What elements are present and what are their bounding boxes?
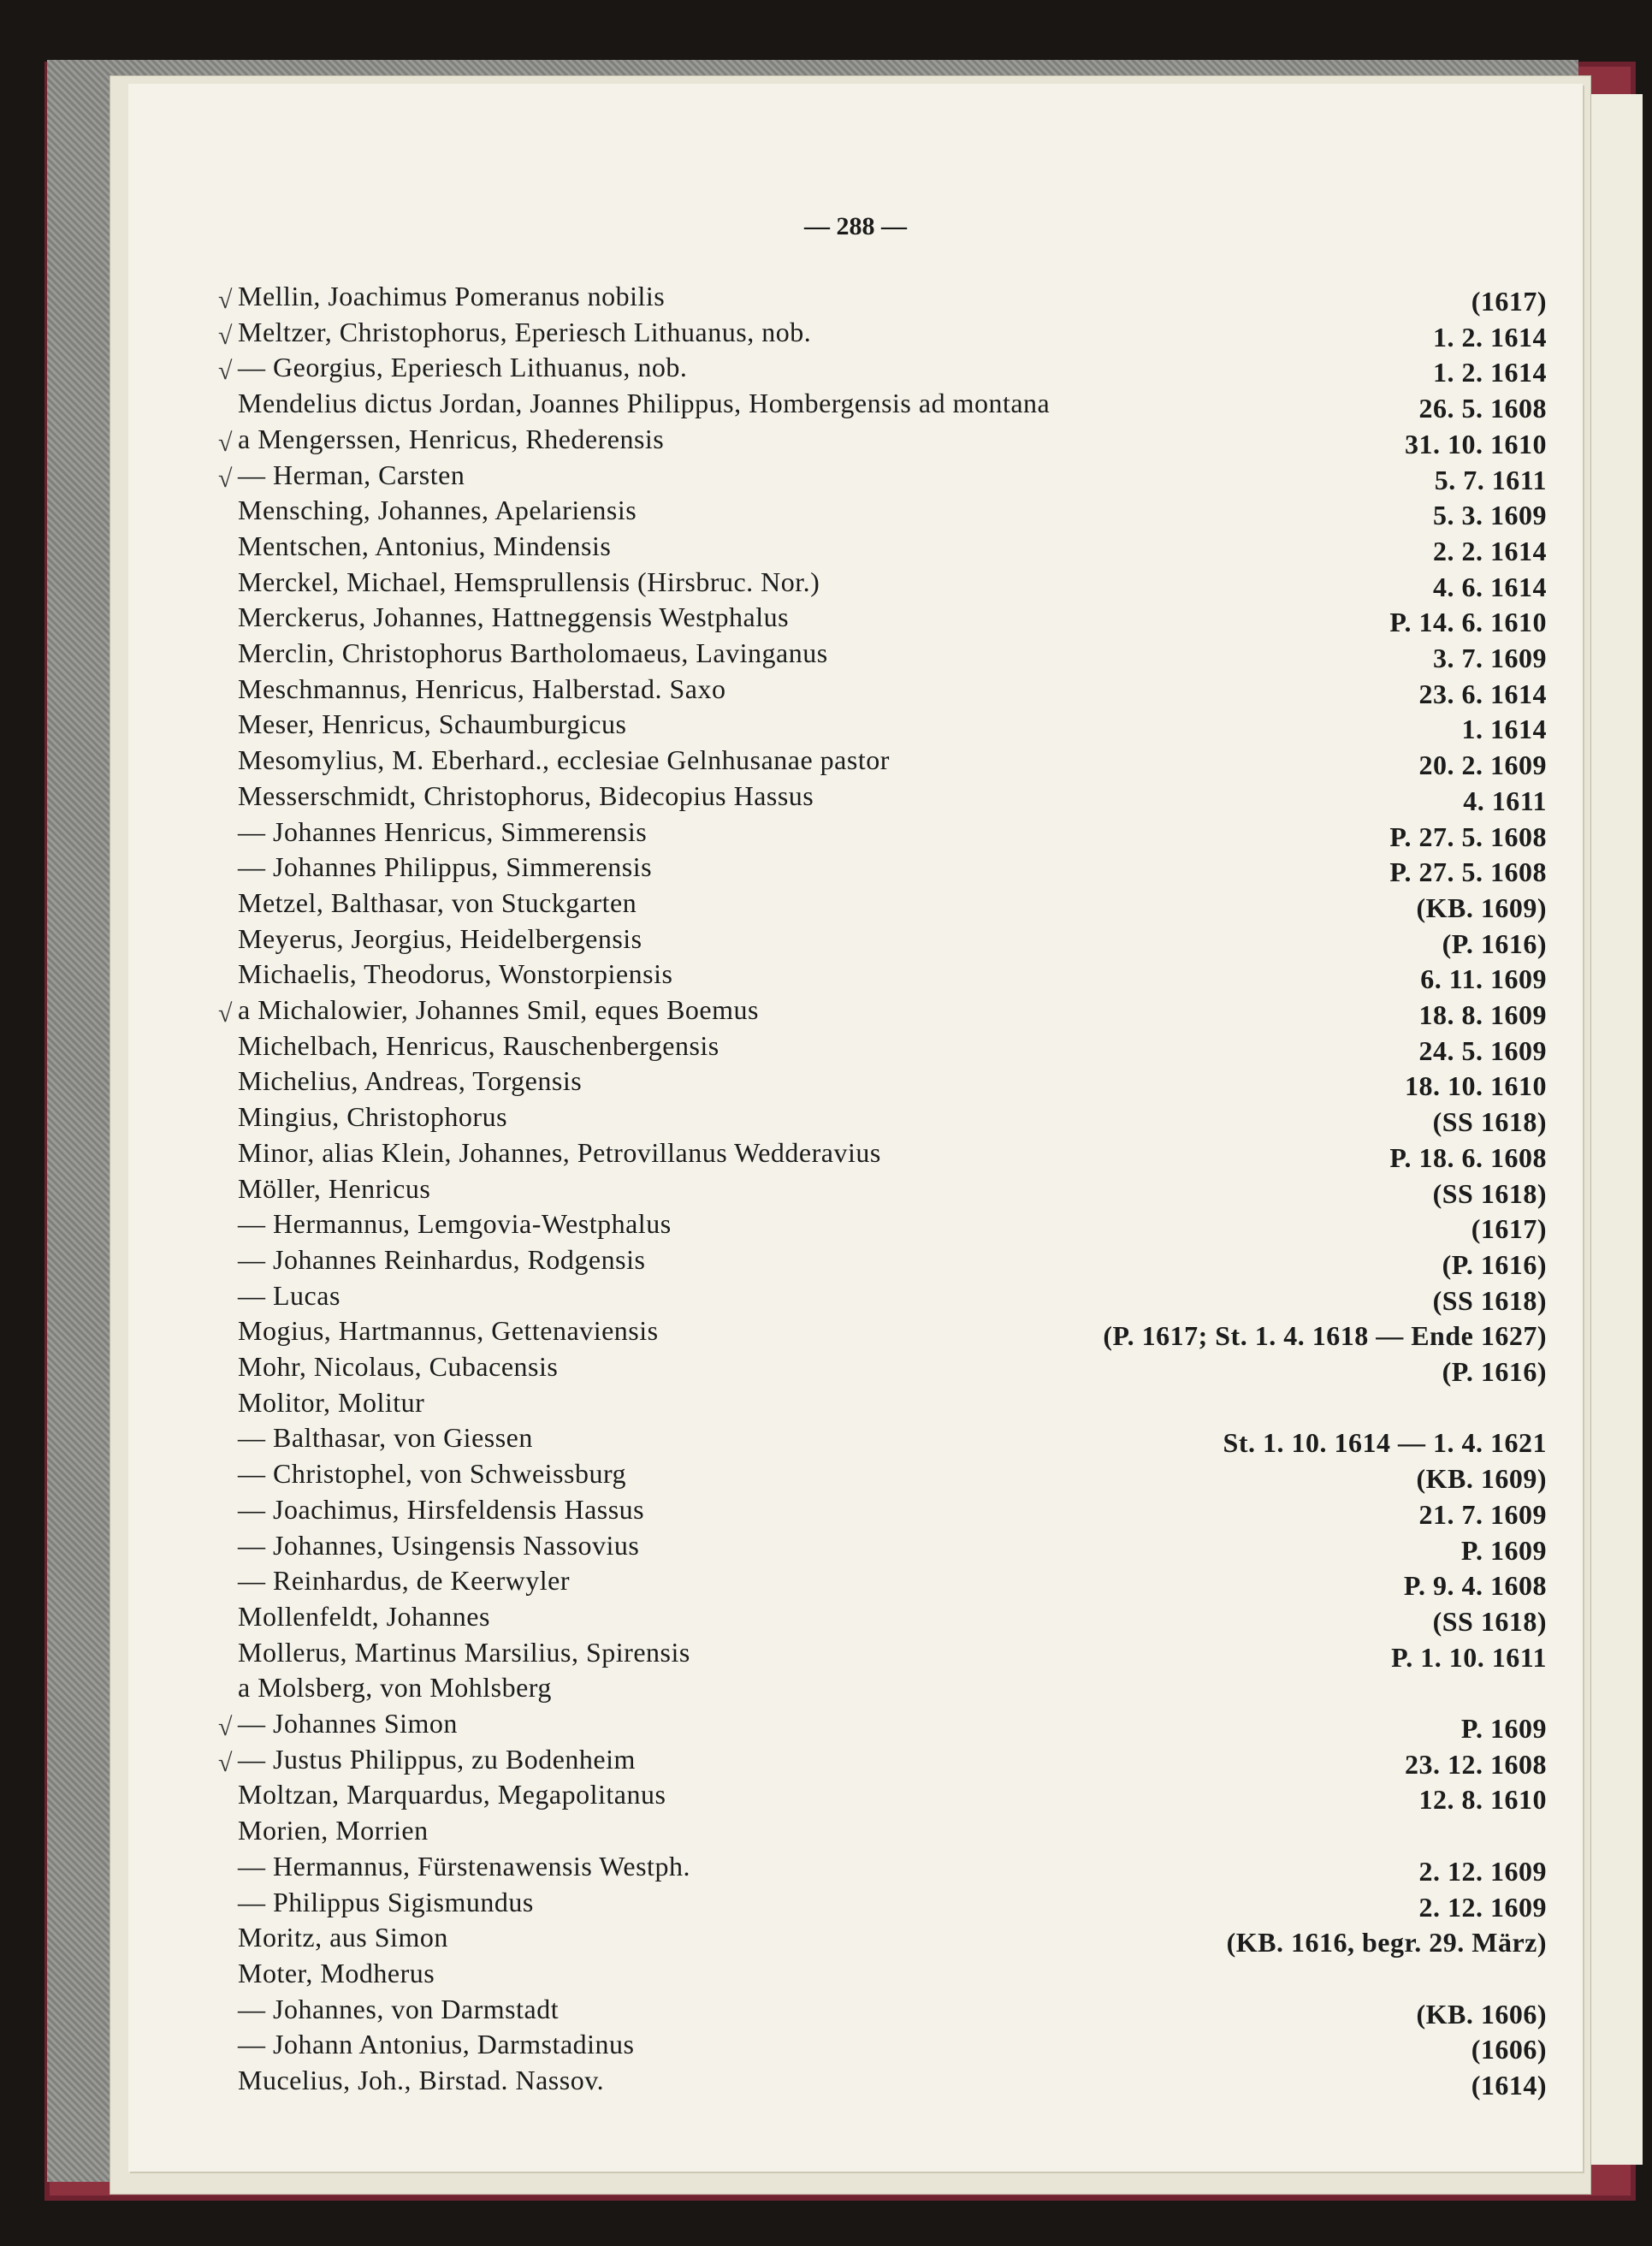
entry-date: 21. 7. 1609 <box>1418 1498 1547 1530</box>
entry-name: — Johann Antonius, Darmstadinus <box>238 2029 635 2060</box>
entry-date: St. 1. 10. 1614 — 1. 4. 1621 <box>1223 1427 1547 1459</box>
entry-date: (KB. 1606) <box>1416 1998 1547 2030</box>
list-item <box>128 1101 1583 1136</box>
entry-name: Mendelius dictus Jordan, Joannes Philippus, Hombergensis ad montana <box>238 388 1051 419</box>
entry-name: a Molsberg, von Mohlsberg <box>238 1672 552 1704</box>
entry-date: (SS 1618) <box>1432 1106 1547 1138</box>
list-item <box>128 1244 1583 1279</box>
list-item <box>128 530 1583 566</box>
list-item <box>128 1208 1583 1243</box>
list-item <box>128 1851 1583 1886</box>
entry-name: — Reinhardus, de Keerwyler <box>238 1565 570 1597</box>
list-item <box>128 317 1583 352</box>
entry-date: 23. 12. 1608 <box>1405 1748 1547 1780</box>
entry-date: 6. 11. 1609 <box>1420 963 1547 995</box>
entry-date: P. 9. 4. 1608 <box>1403 1570 1547 1602</box>
entry-date: P. 18. 6. 1608 <box>1389 1141 1547 1173</box>
list-item <box>128 1815 1583 1850</box>
list-item <box>128 637 1583 673</box>
list-item <box>128 1744 1583 1779</box>
check-mark-icon: √ <box>218 428 233 457</box>
list-item <box>128 1958 1583 1993</box>
entry-date: 23. 6. 1614 <box>1418 678 1547 709</box>
check-mark-icon: √ <box>218 464 233 493</box>
list-item <box>128 673 1583 708</box>
entry-date: (P. 1616) <box>1442 927 1547 959</box>
entry-name: a Mengerssen, Henricus, Rhederensis <box>238 423 665 454</box>
list-item <box>128 780 1583 815</box>
entry-date: 4. 1611 <box>1463 785 1547 816</box>
entry-name: Minor, alias Klein, Johannes, Petrovillanus Wedderavius <box>238 1136 881 1168</box>
list-item <box>128 1922 1583 1957</box>
document-page <box>128 84 1583 2172</box>
entry-name: Merckerus, Johannes, Hattneggensis Westphalus <box>238 602 790 633</box>
entry-date: (KB. 1609) <box>1416 892 1547 923</box>
list-item <box>128 994 1583 1029</box>
list-item <box>128 851 1583 886</box>
check-mark-icon: √ <box>218 1748 233 1777</box>
entry-date: 12. 8. 1610 <box>1418 1784 1547 1816</box>
list-item <box>128 1065 1583 1100</box>
entry-name: Meser, Henricus, Schaumburgicus <box>238 708 627 740</box>
entry-name: Mollerus, Martinus Marsilius, Spirensis <box>238 1636 690 1668</box>
entry-name: — Hermannus, Lemgovia-Westphalus <box>238 1208 672 1240</box>
entry-date: (1614) <box>1471 2070 1547 2101</box>
entry-date: (P. 1617; St. 1. 4. 1618 — Ende 1627) <box>1103 1320 1547 1352</box>
entry-name: Meschmannus, Henricus, Halberstad. Saxo <box>238 673 726 704</box>
entry-date: 26. 5. 1608 <box>1418 393 1547 424</box>
list-item <box>128 1994 1583 2029</box>
entry-name: — Johannes Henricus, Simmerensis <box>238 815 648 847</box>
entry-date: (P. 1616) <box>1442 1248 1547 1280</box>
entry-date: P. 1. 10. 1611 <box>1391 1641 1547 1673</box>
list-item <box>128 1779 1583 1814</box>
list-item <box>128 424 1583 459</box>
entry-name: Möller, Henricus <box>238 1172 431 1204</box>
entry-date: P. 1609 <box>1460 1534 1547 1566</box>
check-mark-icon: √ <box>218 357 233 386</box>
entry-name: Messerschmidt, Christophorus, Bidecopius Hassus <box>238 779 814 811</box>
entry-date: (SS 1618) <box>1432 1284 1547 1316</box>
entry-date: (SS 1618) <box>1432 1605 1547 1637</box>
entry-date: 24. 5. 1609 <box>1418 1034 1547 1066</box>
list-item <box>128 923 1583 958</box>
entry-date: 31. 10. 1610 <box>1405 428 1547 459</box>
entry-name: Metzel, Balthasar, von Stuckgarten <box>238 886 637 918</box>
entry-name: Moter, Modherus <box>238 1957 435 1988</box>
entry-date: 4. 6. 1614 <box>1433 571 1547 602</box>
entry-name: — Hermannus, Fürstenawensis Westph. <box>238 1850 690 1882</box>
entry-name: Mensching, Johannes, Apelariensis <box>238 495 637 526</box>
entry-date: 5. 3. 1609 <box>1433 500 1547 531</box>
entry-name: Meltzer, Christophorus, Eperiesch Lithuanus, nob. <box>238 316 812 347</box>
entry-date: (1606) <box>1471 2034 1547 2065</box>
list-item <box>128 566 1583 602</box>
entry-name: — Balthasar, von Giessen <box>238 1422 533 1454</box>
entry-name: — Johannes Reinhardus, Rodgensis <box>238 1243 646 1275</box>
entry-date: 2. 2. 1614 <box>1433 535 1547 566</box>
list-item <box>128 1708 1583 1743</box>
list-item <box>128 958 1583 993</box>
entry-date: (SS 1618) <box>1432 1177 1547 1209</box>
entry-name: — Herman, Carsten <box>238 459 465 490</box>
entry-name: — Joachimus, Hirsfeldensis Hassus <box>238 1493 645 1525</box>
list-item <box>128 1601 1583 1636</box>
entry-name: Mogius, Hartmannus, Gettenaviensis <box>238 1315 659 1347</box>
list-item <box>128 281 1583 316</box>
entry-date: 18. 10. 1610 <box>1405 1070 1547 1102</box>
list-item <box>128 388 1583 423</box>
list-item <box>128 2065 1583 2100</box>
entry-name: Mollenfeldt, Johannes <box>238 1600 490 1632</box>
entry-date: P. 14. 6. 1610 <box>1389 607 1547 638</box>
list-item <box>128 708 1583 744</box>
list-item <box>128 1637 1583 1672</box>
entry-name: Molitor, Molitur <box>238 1386 425 1418</box>
list-item <box>128 1422 1583 1457</box>
entry-name: a Michalowier, Johannes Smil, eques Boemus <box>238 994 759 1025</box>
entry-name: Meyerus, Jeorgius, Heidelbergensis <box>238 922 642 954</box>
entry-date: 3. 7. 1609 <box>1433 643 1547 673</box>
list-item <box>128 1565 1583 1600</box>
entry-name: Michelius, Andreas, Torgensis <box>238 1065 583 1097</box>
entry-name: Merckel, Michael, Hemsprullensis (Hirsbruc. Nor.) <box>238 566 820 597</box>
list-item <box>128 495 1583 530</box>
list-item <box>128 459 1583 495</box>
entry-date: 2. 12. 1609 <box>1418 1855 1547 1887</box>
entry-date: 1. 1614 <box>1461 714 1547 745</box>
page-number: — 288 — <box>804 212 907 240</box>
entry-date: (1617) <box>1471 286 1547 317</box>
entry-name: Mellin, Joachimus Pomeranus nobilis <box>238 281 666 311</box>
list-item <box>128 1887 1583 1922</box>
entry-date: 18. 8. 1609 <box>1418 999 1547 1030</box>
entry-name: — Christophel, von Schweissburg <box>238 1458 627 1490</box>
list-item <box>128 2029 1583 2064</box>
entry-name: — Lucas <box>238 1279 340 1311</box>
entry-date: 20. 2. 1609 <box>1418 750 1547 781</box>
entry-date: 2. 12. 1609 <box>1418 1891 1547 1923</box>
list-item <box>128 1173 1583 1208</box>
entry-date: (1617) <box>1471 1213 1547 1245</box>
list-item <box>128 744 1583 779</box>
entry-name: — Georgius, Eperiesch Lithuanus, nob. <box>238 352 688 383</box>
list-item <box>128 816 1583 851</box>
entry-date: (P. 1616) <box>1442 1356 1547 1387</box>
entry-name: Michaelis, Theodorus, Wonstorpiensis <box>238 958 673 990</box>
entry-date: P. 27. 5. 1608 <box>1389 856 1547 888</box>
check-mark-icon: √ <box>218 286 233 314</box>
list-item <box>128 1672 1583 1707</box>
entry-date: 1. 2. 1614 <box>1433 357 1547 388</box>
entry-date: 5. 7. 1611 <box>1434 464 1547 495</box>
list-item <box>128 1458 1583 1493</box>
list-item <box>128 1494 1583 1529</box>
list-item <box>128 1280 1583 1315</box>
check-mark-icon: √ <box>218 321 233 350</box>
entry-name: — Johannes, von Darmstadt <box>238 1993 560 2024</box>
list-item <box>128 352 1583 387</box>
entry-date: P. 27. 5. 1608 <box>1389 821 1547 852</box>
entry-name: Mentschen, Antonius, Mindensis <box>238 530 612 561</box>
list-item <box>128 1030 1583 1065</box>
entry-date: P. 1609 <box>1460 1713 1547 1744</box>
list-item <box>128 887 1583 922</box>
entry-name: Mohr, Nicolaus, Cubacensis <box>238 1351 559 1382</box>
entry-name: Moltzan, Marquardus, Megapolitanus <box>238 1779 666 1810</box>
entry-date: 1. 2. 1614 <box>1433 321 1547 353</box>
entry-name: — Johannes, Usingensis Nassovius <box>238 1529 640 1561</box>
entry-date: (KB. 1609) <box>1416 1463 1547 1495</box>
check-mark-icon: √ <box>218 999 233 1028</box>
entry-name: Mingius, Christophorus <box>238 1101 508 1133</box>
entry-name: Michelbach, Henricus, Rauschenbergensis <box>238 1029 719 1061</box>
entry-name: Morien, Morrien <box>238 1815 429 1846</box>
entry-name: Mucelius, Joh., Birstad. Nassov. <box>238 2065 605 2095</box>
entry-name: — Johannes Philippus, Simmerensis <box>238 851 653 883</box>
entry-name: — Philippus Sigismundus <box>238 1886 534 1917</box>
entry-date: (KB. 1616, begr. 29. März) <box>1226 1927 1547 1959</box>
list-item <box>128 1530 1583 1565</box>
list-item <box>128 1137 1583 1172</box>
entry-name: Merclin, Christophorus Bartholomaeus, Lavinganus <box>238 637 828 668</box>
list-item <box>128 602 1583 637</box>
list-item <box>128 1351 1583 1386</box>
entry-name: Mesomylius, M. Eberhard., ecclesiae Gelnhusanae pastor <box>238 744 890 776</box>
entry-name: Moritz, aus Simon <box>238 1922 448 1953</box>
entry-name: — Johannes Simon <box>238 1708 458 1739</box>
list-item <box>128 1387 1583 1422</box>
check-mark-icon: √ <box>218 1713 233 1741</box>
list-item <box>128 1315 1583 1350</box>
entry-name: — Justus Philippus, zu Bodenheim <box>238 1743 636 1775</box>
